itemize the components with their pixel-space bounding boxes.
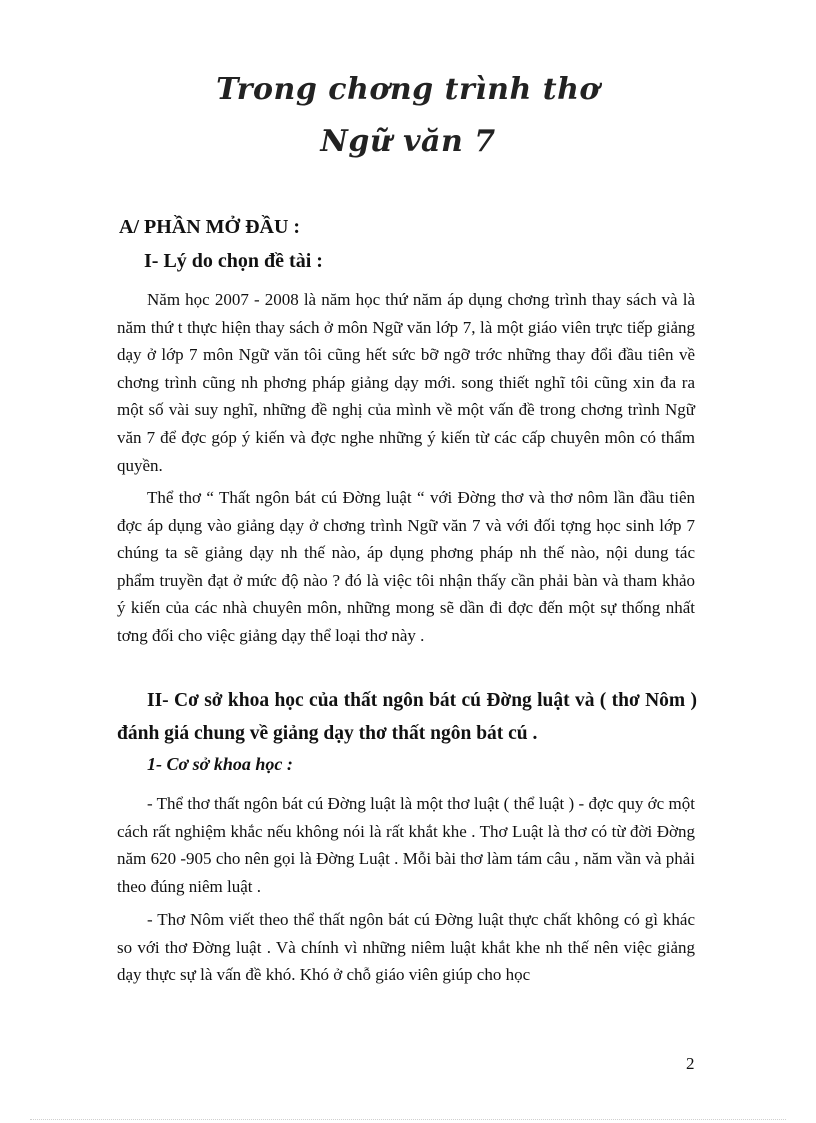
section-heading-a: A/ PHẦN MỞ ĐẦU : bbox=[119, 216, 301, 238]
paragraph-1 bbox=[117, 286, 695, 479]
paragraph-1-text: Năm học 2007 - 2008 là năm học thứ năm áp dụng chơng trình thay sách và là năm thứ t thực hiện thay sách ở môn Ngữ văn lớp 7, là một giáo viên trực tiếp giảng dạy ở lớp 7 môn Ngữ văn tôi cũng hết sức bỡ ngỡ trớc những thay đổi đầu tiên về chơng trình cũng nh phơng pháp giảng dạy mới. song thiết nghĩ tôi cũng xin đa ra một số vài suy nghĩ, những đề nghị của mình về một vấn đề trong chơng trình Ngữ văn 7 để đợc góp ý kiến và đợc nghe những ý kiến từ các cấp chuyên môn có thẩm quyền. bbox=[117, 290, 695, 475]
section-heading-i: I- Lý do chọn đề tài : bbox=[144, 250, 323, 272]
page-number: 2 bbox=[686, 1054, 695, 1073]
paragraph-3 bbox=[117, 790, 695, 900]
document-title-line-1: Trong chơng trình thơ bbox=[216, 72, 600, 107]
section-heading-ii bbox=[117, 684, 697, 750]
section-heading-ii-text: II- Cơ sở khoa học của thất ngôn bát cú Đờng luật và ( thơ Nôm ) đánh giá chung về giảng dạy thơ thất ngôn bát cú . bbox=[117, 690, 697, 744]
paragraph-2 bbox=[117, 484, 695, 650]
paragraph-3-text: - Thể thơ thất ngôn bát cú Đờng luật là một thơ luật ( thể luật ) - đợc quy ớc một cách rất nghiệm khắc nếu không nói là rất khắt khe . Thơ Luật là thơ có từ đời Đờng năm 620 -905 cho nên gọi là Đờng Luật . Mỗi bài thơ làm tám câu , năm vần và phải theo đúng niêm luật . bbox=[117, 794, 695, 896]
subsection-heading-1: 1- Cơ sở khoa học : bbox=[147, 754, 293, 774]
document-title-line-2: Ngữ văn 7 bbox=[320, 124, 496, 159]
paragraph-4 bbox=[117, 906, 695, 989]
page-bottom-divider bbox=[30, 1119, 786, 1120]
paragraph-2-text: Thể thơ “ Thất ngôn bát cú Đờng luật “ với Đờng thơ và thơ nôm lần đầu tiên đợc áp dụng vào giảng dạy ở chơng trình Ngữ văn 7 và với đối tợng học sinh lớp 7 chúng ta sẽ giảng dạy nh thế nào, áp dụng phơng pháp nh thế nào, nội dung tác phẩm truyền đạt ở mức độ nào ? đó là việc tôi nhận thấy cần phải bàn và tham khảo ý kiến của các nhà chuyên môn, những mong sẽ dần đi đợc đến một sự thống nhất tơng đối cho việc giảng dạy thể loại thơ này . bbox=[117, 488, 695, 645]
paragraph-4-text: - Thơ Nôm viết theo thể thất ngôn bát cú Đờng luật thực chất không có gì khác so với thơ Đờng luật . Và chính vì những niêm luật khắt khe nh thế nên việc giảng dạy thực sự là vấn đề khó. Khó ở chỗ giáo viên giúp cho học bbox=[117, 910, 695, 985]
